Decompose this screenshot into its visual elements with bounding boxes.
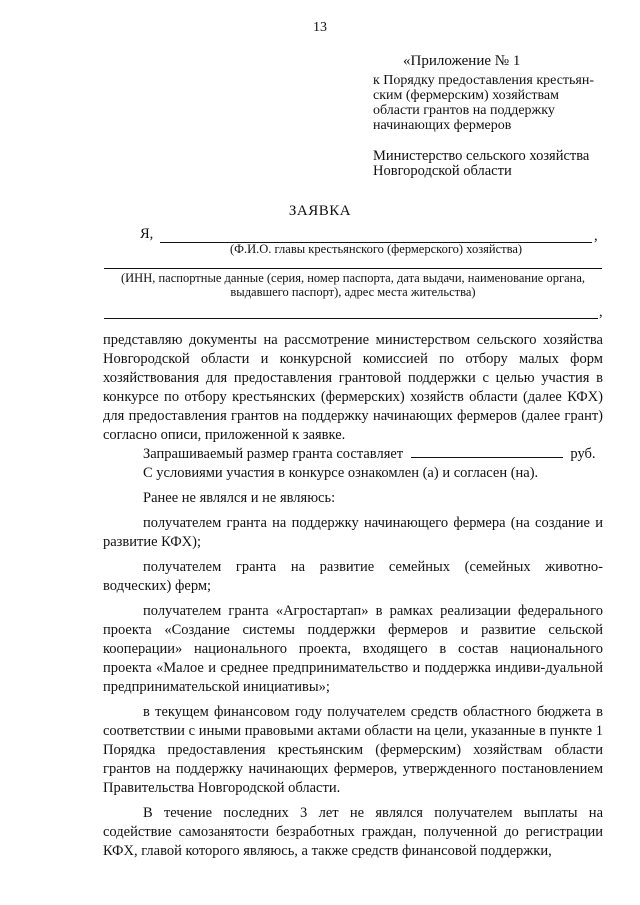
paragraph-family-farms: получателем гранта на развитие семейных (семейных животно-водческих) ферм; [103, 559, 603, 594]
address-line[interactable] [104, 318, 598, 319]
paragraph-agrostartup: получателем гранта «Агростартап» в рамках реализации федерального проекта «Создание системы поддержки фермеров и развитие сельской кооперации» национального проекта, входящего в состав национального проекта «Малое и среднее предпринимательство и поддержка индиви-дуальной предпринимательской инициативы»; [103, 603, 603, 695]
annex-line: области грантов на поддержку [373, 103, 555, 118]
inn-caption-1: (ИНН, паспортные данные (серия, номер паспорта, дата выдачи, наименование органа, [120, 271, 585, 285]
paragraph-previously: Ранее не являлся и не являюсь: [143, 490, 336, 506]
ministry-line: Новгородской области [373, 163, 512, 179]
page-number: 13 [313, 20, 327, 35]
annex-title: «Приложение № 1 [403, 53, 521, 69]
paragraph-grant-size [103, 445, 603, 464]
ministry-line: Министерство сельского хозяйства [373, 148, 590, 164]
annex-line: ским (фермерским) хозяйствам [373, 88, 559, 103]
document-heading: ЗАЯВКА [288, 203, 352, 219]
paragraph-documents: представляю документы на рассмотрение министерством сельского хозяйства Новгородской области и конкурсной комиссией по отбору малых форм хозяйствования для предоставления грантовой поддержки с целью участия в конкурсе по отбору крестьянских (фермерских) хозяйств области (далее КФХ) для предоставления грантов на поддержку начинающих фермеров (далее грант) согласно описи, приложенной к заявке. [103, 332, 603, 443]
paragraph-regional-budget: в текущем финансовом году получателем средств областного бюджета в соответствии с иными правовыми актами области на цели, указанные в пункте 1 Порядка предоставления крестьянским (фермерским) хозяйствам области грантов на поддержку начинающих фермеров, утвержденного постановлением Правительства Новгородской области. [103, 704, 603, 796]
grant-size-unit: руб. [570, 446, 596, 462]
annex-line: начинающих фермеров [373, 118, 512, 133]
inn-caption-2: выдавшего паспорт), адрес места жительства) [230, 285, 476, 299]
annex-block [373, 54, 613, 133]
inn-passport-line[interactable] [104, 268, 602, 269]
applicant-caption: (Ф.И.О. главы крестьянского (фермерского) хозяйства) [229, 242, 523, 256]
paragraph-conditions: С условиями участия в конкурсе ознакомлен (а) и согласен (на). [143, 465, 539, 481]
grant-size-field[interactable] [411, 445, 563, 458]
applicant-comma: , [594, 228, 598, 244]
paragraph-beginning-farmer: получателем гранта на поддержку начинающего фермера (на создание и развитие КФХ); [103, 515, 603, 550]
ministry-block [373, 149, 623, 179]
applicant-prefix: Я, [140, 226, 154, 242]
address-comma: , [599, 304, 603, 320]
annex-line: к Порядку предоставления крестьян- [373, 73, 595, 88]
paragraph-last-three-years: В течение последних 3 лет не являлся получателем выплаты на содействие самозанятости безработных граждан, полученной до регистрации КФХ, главой которого являюсь, а также средств финансовой поддержки, [103, 805, 603, 859]
application-body [103, 331, 603, 861]
grant-size-label: Запрашиваемый размер гранта составляет [143, 446, 404, 462]
